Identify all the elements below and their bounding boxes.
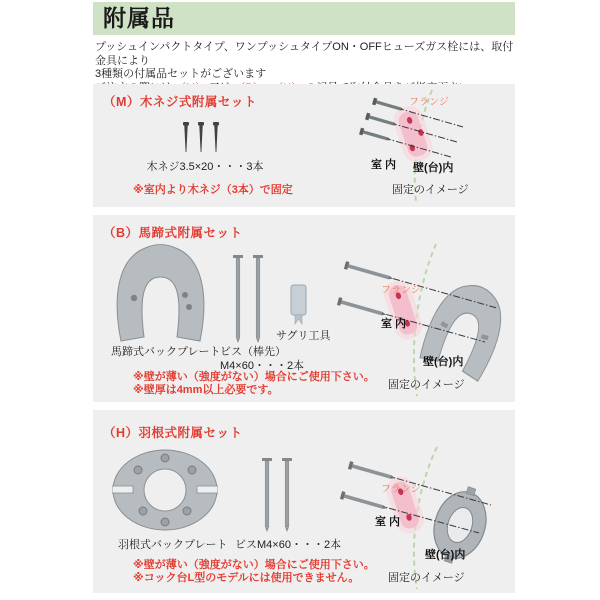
wing-plate-label: 羽根式バックプレート <box>118 539 228 551</box>
probe-tool-image <box>287 283 311 327</box>
section-m-title: （M）木ネジ式附属セット <box>103 95 257 109</box>
bolts-h-image <box>256 456 298 536</box>
page-title: 附属品 <box>103 5 175 31</box>
bolts-b-image <box>227 253 269 347</box>
section-wing-set <box>93 410 515 593</box>
indoor-label: 室 内 <box>371 159 397 171</box>
section-horseshoe-set <box>93 215 515 402</box>
indoor-label: 室 内 <box>381 318 407 330</box>
wood-screw-label: 木ネジ3.5×20・・・3本 <box>146 161 264 173</box>
section-b-title: （B）馬蹄式附属セット <box>103 226 243 240</box>
horseshoe-plate-label: 馬蹄式バックプレート <box>111 346 221 358</box>
section-wood-screw-set <box>93 84 515 207</box>
bolt-b-label-line1: ビス（棒先） <box>220 346 286 358</box>
horseshoe-plate-image <box>113 243 208 343</box>
diagram-caption: 固定のイメージ <box>388 572 465 584</box>
diagram-caption: 固定のイメージ <box>392 184 469 196</box>
section-h-note-2: ※コック台L型のモデルには使用できません。 <box>133 572 360 584</box>
intro-line-2: 3種類の付属品セットがございます <box>95 68 267 80</box>
section-m-note: ※室内より木ネジ（3本）で固定 <box>133 184 293 196</box>
intro-line-1: プッシュインパクトタイプ、ワンプッシュタイプON・OFFヒューズガス栓には、取付金具により <box>95 41 514 67</box>
flange-label: フランジ <box>381 484 421 495</box>
flange-label: フランジ <box>409 97 449 108</box>
bolt-h-label: ビスM4×60・・・2本 <box>235 539 342 551</box>
section-h-fixing-diagram <box>333 443 513 591</box>
diagram-caption: 固定のイメージ <box>388 379 465 391</box>
page-title-bar <box>93 2 515 35</box>
section-b-note-1: ※壁が薄い（強度がない）場合にご使用下さい。 <box>133 371 375 383</box>
wall-label: 壁(台)内 <box>423 356 464 368</box>
probe-tool-label: サグリ工具 <box>276 330 331 342</box>
section-h-title: （H）羽根式附属セット <box>103 426 243 440</box>
flange-label: フランジ <box>381 285 421 296</box>
wing-plate-image <box>112 448 218 532</box>
section-h-note-1: ※壁が薄い（強度がない）場合にご使用下さい。 <box>133 559 375 571</box>
wood-screws-image <box>175 120 231 156</box>
section-b-note-2: ※壁厚は4mm以上必要です。 <box>133 384 279 396</box>
section-m-fixing-diagram <box>333 88 513 204</box>
section-b-fixing-diagram <box>333 240 513 400</box>
wall-label: 壁(台)内 <box>413 162 454 174</box>
indoor-label: 室 内 <box>375 516 401 528</box>
bolt-b-label-line2: M4×60・・・2本 <box>220 360 305 372</box>
wall-label: 壁(台)内 <box>425 549 466 561</box>
